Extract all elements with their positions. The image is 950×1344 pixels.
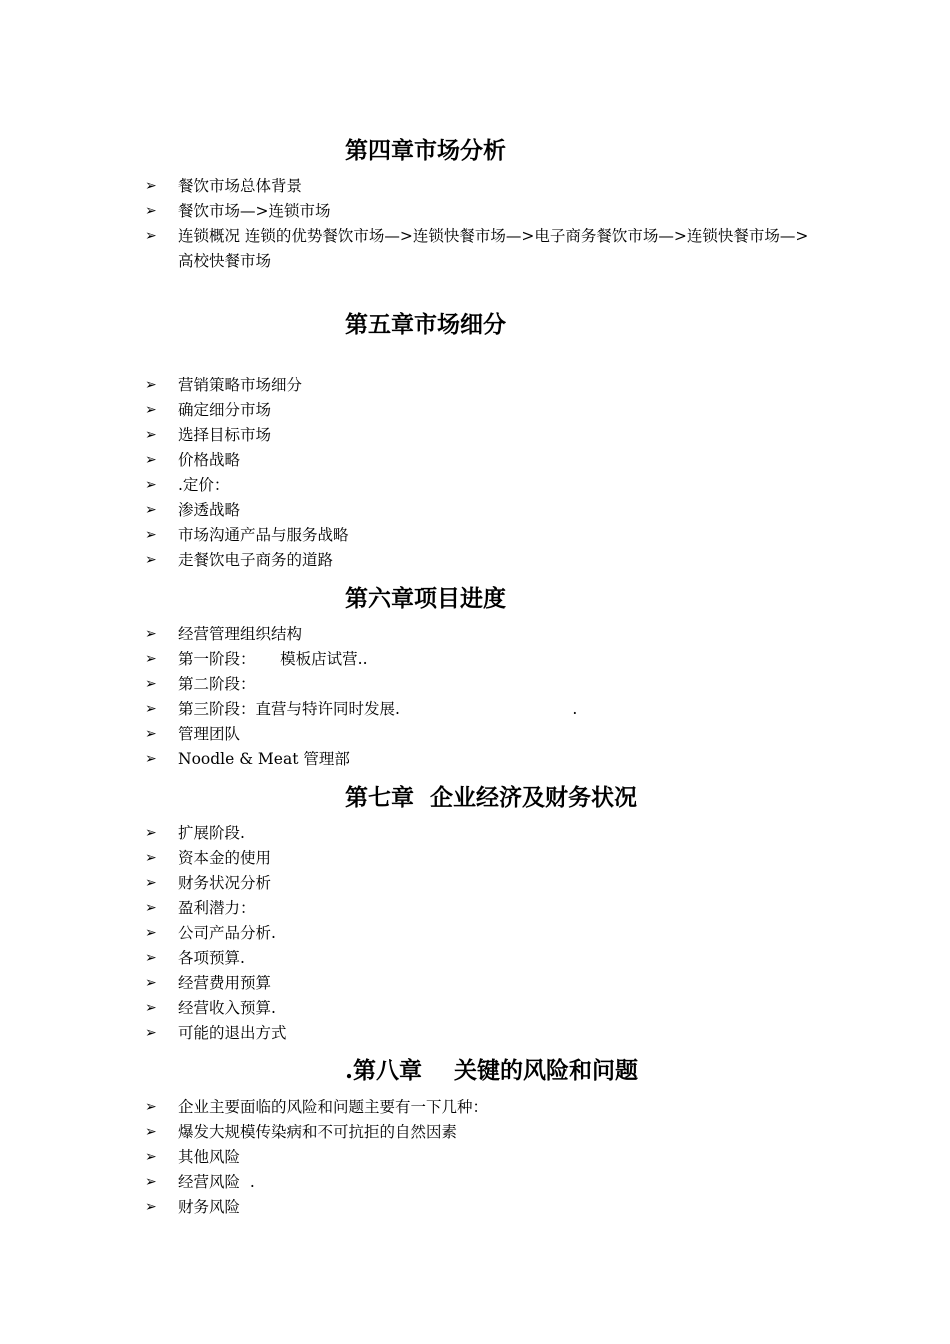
list-item: ➢ 企业主要面临的风险和问题主要有一下几种：	[0, 1095, 950, 1120]
list-item: ➢ 爆发大规模传染病和不可抗拒的自然因素	[0, 1120, 950, 1145]
arrow-bullet-icon: ➢	[145, 178, 157, 194]
arrow-bullet-icon: ➢	[145, 825, 157, 841]
chapter-4-heading: 第四章市场分析	[345, 137, 506, 164]
chapter-5-list	[0, 373, 950, 573]
arrow-bullet-icon: ➢	[145, 1174, 157, 1190]
list-item: ➢ 市场沟通产品与服务战略	[0, 523, 950, 548]
arrow-bullet-icon: ➢	[145, 651, 157, 667]
list-item: ➢ 经营收入预算.	[0, 996, 950, 1021]
list-item: ➢ 可能的退出方式	[0, 1021, 950, 1046]
arrow-bullet-icon: ➢	[145, 502, 157, 518]
list-item: ➢ 各项预算.	[0, 946, 950, 971]
arrow-bullet-icon: ➢	[145, 1025, 157, 1041]
arrow-bullet-icon: ➢	[145, 377, 157, 393]
list-item: ➢ 餐饮市场—>连锁市场	[0, 199, 950, 224]
list-item: ➢ 管理团队	[0, 722, 950, 747]
list-item: ➢ Noodle & Meat 管理部	[0, 747, 950, 772]
list-item: ➢ 价格战略	[0, 448, 950, 473]
arrow-bullet-icon: ➢	[145, 850, 157, 866]
arrow-bullet-icon: ➢	[145, 1124, 157, 1140]
arrow-bullet-icon: ➢	[145, 701, 157, 717]
arrow-bullet-icon: ➢	[145, 950, 157, 966]
list-item: ➢ 走餐饮电子商务的道路	[0, 548, 950, 573]
arrow-bullet-icon: ➢	[145, 527, 157, 543]
arrow-bullet-icon: ➢	[145, 552, 157, 568]
list-item: ➢ 第三阶段：直营与特许同时发展. .	[0, 697, 950, 722]
arrow-bullet-icon: ➢	[145, 1099, 157, 1115]
arrow-bullet-icon: ➢	[145, 1149, 157, 1165]
arrow-bullet-icon: ➢	[145, 751, 157, 767]
chapter-4-list	[0, 174, 950, 274]
arrow-bullet-icon: ➢	[145, 676, 157, 692]
list-item: ➢ 第一阶段： 模板店试营..	[0, 647, 950, 672]
chapter-7-heading: 第七章 企业经济及财务状况	[345, 784, 638, 811]
list-item: ➢ 经营费用预算	[0, 971, 950, 996]
arrow-bullet-icon: ➢	[145, 875, 157, 891]
arrow-bullet-icon: ➢	[145, 626, 157, 642]
chapter-6-list	[0, 622, 950, 772]
list-item: ➢ 餐饮市场总体背景	[0, 174, 950, 199]
chapter-8-heading: .第八章 关键的风险和问题	[345, 1057, 639, 1084]
arrow-bullet-icon: ➢	[145, 726, 157, 742]
arrow-bullet-icon: ➢	[145, 1199, 157, 1215]
arrow-bullet-icon: ➢	[145, 975, 157, 991]
list-item: ➢ .定价：	[0, 473, 950, 498]
list-item: ➢ 财务风险	[0, 1195, 950, 1220]
list-item: ➢ 连锁概况 连锁的优势餐饮市场—>连锁快餐市场—>电子商务餐饮市场—>连锁快餐市场—>高校快餐市场	[0, 224, 950, 274]
chapter-8-list	[0, 1095, 950, 1220]
arrow-bullet-icon: ➢	[145, 228, 157, 244]
list-item: ➢ 盈利潜力：	[0, 896, 950, 921]
arrow-bullet-icon: ➢	[145, 925, 157, 941]
list-item: ➢ 经营风险 .	[0, 1170, 950, 1195]
chapter-5-heading: 第五章市场细分	[345, 311, 506, 338]
arrow-bullet-icon: ➢	[145, 900, 157, 916]
arrow-bullet-icon: ➢	[145, 452, 157, 468]
chapter-6-heading: 第六章项目进度	[345, 585, 506, 612]
list-item: ➢ 扩展阶段.	[0, 821, 950, 846]
arrow-bullet-icon: ➢	[145, 427, 157, 443]
list-item: ➢ 营销策略市场细分	[0, 373, 950, 398]
list-item: ➢ 其他风险	[0, 1145, 950, 1170]
list-item: ➢ 渗透战略	[0, 498, 950, 523]
list-item: ➢ 确定细分市场	[0, 398, 950, 423]
arrow-bullet-icon: ➢	[145, 477, 157, 493]
chapter-7-list	[0, 821, 950, 1046]
list-item: ➢ 公司产品分析.	[0, 921, 950, 946]
arrow-bullet-icon: ➢	[145, 1000, 157, 1016]
list-item: ➢ 选择目标市场	[0, 423, 950, 448]
list-item: ➢ 经营管理组织结构	[0, 622, 950, 647]
list-item: ➢ 财务状况分析	[0, 871, 950, 896]
list-item: ➢ 资本金的使用	[0, 846, 950, 871]
list-item: ➢ 第二阶段：	[0, 672, 950, 697]
arrow-bullet-icon: ➢	[145, 203, 157, 219]
arrow-bullet-icon: ➢	[145, 402, 157, 418]
